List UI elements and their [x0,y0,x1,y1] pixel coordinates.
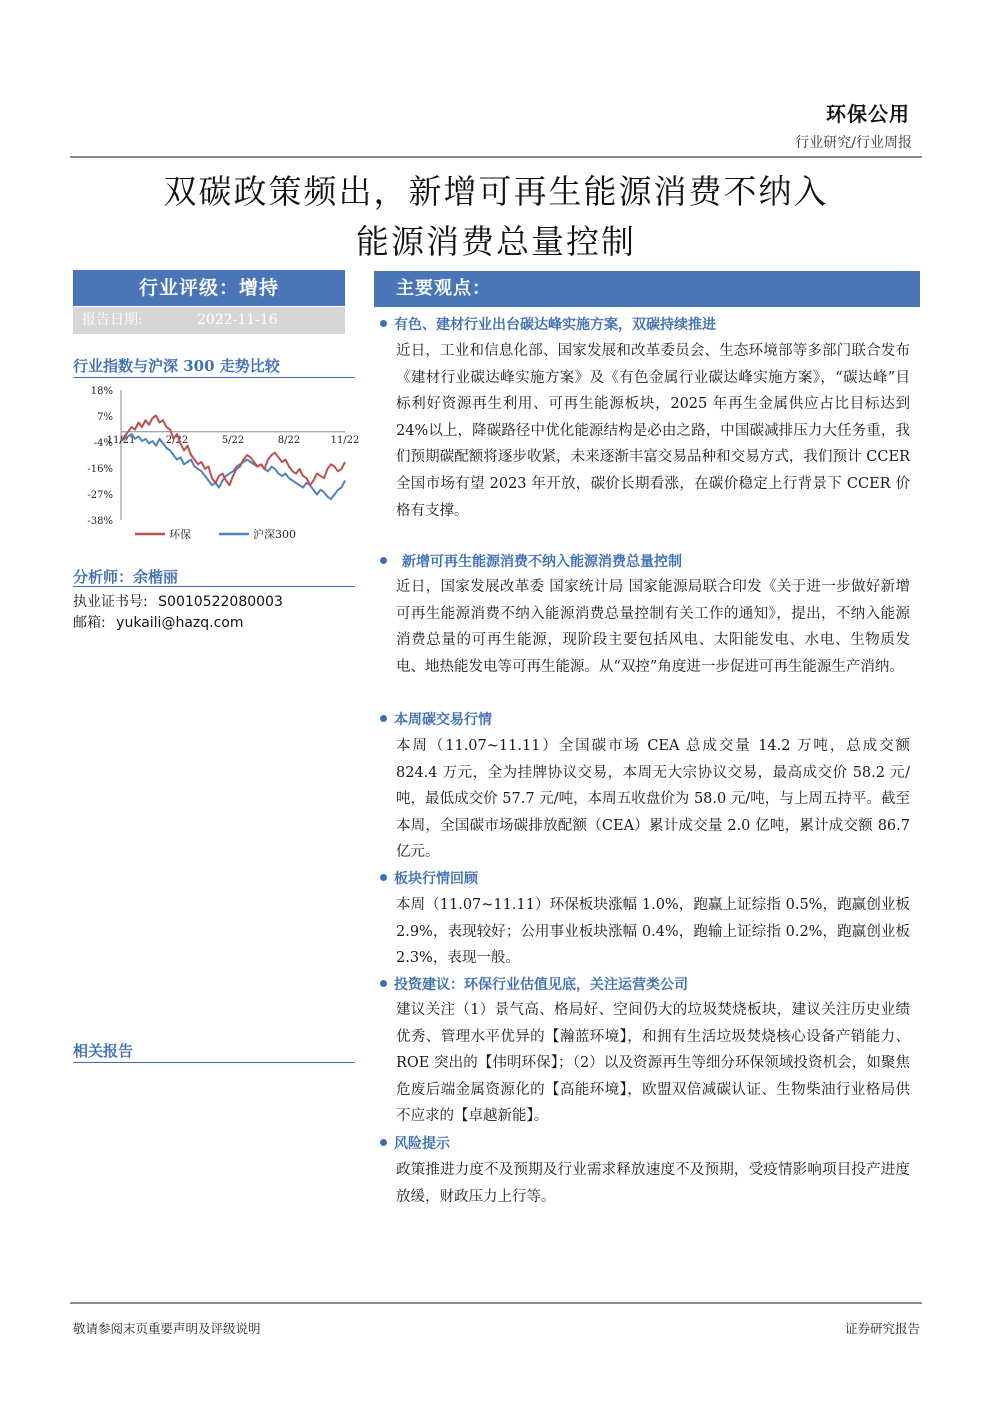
report-title-line-1: 双碳政策频出，新增可再生能源消费不纳入 [163,172,829,211]
section-heading [380,974,688,994]
bullet-icon [380,874,387,881]
y-tick-label: 18% [90,386,113,397]
chart-title: 行业指数与沪深 300 走势比较 [73,357,280,375]
bullet-icon [380,320,387,327]
section-body: 近日，国家发展改革委 国家统计局 国家能源局联合印发《关于进一步做好新增可再生能源消费不纳入能源消费总量控制有关工作的通知》，提出，不纳入能源消费总量的可再生能源，现阶段主要包括风电、太阳能发电、水电、生物质发电、地热能发电等可再生能源。从“双控”角度进一步促进可再生能源生产消纳。 [396,579,910,675]
section-heading-text: 有色、建材行业出台碳达峰实施方案，双碳持续推进 [394,317,716,333]
section-heading-text: 本周碳交易行情 [394,712,492,728]
index-comparison-chart [73,382,360,554]
section-heading [380,314,716,334]
bullet-icon [380,557,387,564]
section-heading [380,709,492,729]
related-reports-heading: 相关报告 [73,1042,134,1060]
analyst-name: 分析师：余楷丽 [73,568,179,586]
email-value[interactable]: yukaili@hazq.com [116,615,244,631]
y-tick-label: 7% [97,412,113,423]
sector-label: 环保公用 [826,102,910,126]
section-body: 本周（11.07~11.11）全国碳市场 CEA 总成交量 14.2 万吨，总成交额 824.4 万元，全为挂牌协议交易，本周无大宗协议交易，最高成交价 58.2 元/吨，最低成交价 57.7 元/吨，本周五收盘价为 58.0 元/吨，与上周五持平。截至本周，全国碳市场碳排放配额（CEA）累计成交量 2.0 亿吨，累计成交额 86.7 亿元。 [396,738,910,861]
report-date-label: 报告日期: [82,312,143,328]
analyst-divider [73,586,355,587]
legend-label: 沪深300 [253,528,296,541]
section-heading-text: 风险提示 [394,1136,450,1152]
x-tick-label: 5/22 [221,434,245,446]
report-type: 行业研究/行业周报 [795,135,912,151]
related-reports-divider [73,1062,355,1063]
bullet-icon [380,715,387,722]
y-tick-label: -38% [87,516,113,527]
legend-label: 环保 [169,528,191,541]
chart-title-divider [73,377,355,378]
certificate-label: 执业证书号: [73,594,148,610]
section-body: 建议关注（1）景气高、格局好、空间仍大的垃圾焚烧板块，建议关注历史业绩优秀、管理水平优异的【瀚蓝环境】，和拥有生活垃圾焚烧核心设备产销能力、ROE 突出的【伟明环保】；（2）以及资源再生等细分环保领域投资机会，如聚焦危废后端金属资源化的【高能环境】，欧盟双倍减碳认证、生物柴油行业格局供不应求的【卓越新能】。 [396,1002,910,1125]
section-heading-text: 新增可再生能源消费不纳入能源消费总量控制 [402,554,682,570]
series-line [121,416,345,486]
bullet-icon [380,1139,387,1146]
section-heading-text: 投资建议：环保行业估值见底，关注运营类公司 [394,977,688,993]
certificate-value: S0010522080003 [158,594,283,610]
x-tick-label: 11/22 [330,434,360,446]
report-date-value: 2022-11-16 [197,312,278,328]
x-tick-label: 8/22 [277,434,301,446]
section-heading-text: 板块行情回顾 [394,871,478,887]
y-tick-label: -27% [87,490,113,501]
industry-rating: 行业评级：增持 [73,270,345,306]
key-points-label: 主要观点： [396,278,491,299]
key-points-heading [374,271,920,307]
footer-label: 证券研究报告 [844,1321,920,1336]
report-date-box [73,307,345,334]
y-tick-label: -4% [93,438,113,449]
section-body: 近日，工业和信息化部、国家发展和改革委员会、生态环境部等多部门联合发布《建材行业碳达峰实施方案》及《有色金属行业碳达峰实施方案》，“碳达峰”目标利好资源再生利用、可再生能源板块，2025 年再生金属供应占比目标达到 24%以上，降碳路径中优化能源结构是必由之路，中国碳减排压力大任务重，我们预期碳配额将逐步收紧，未来逐渐丰富交易品种和交易方式，我们预计 CCER 全国市场有望 2023 年开放，碳价长期看涨，在碳价稳定上行背景下 CCER 价格有支撑。 [396,343,910,519]
analyst-email [73,612,243,632]
section-heading [380,551,682,571]
y-tick-label: -16% [87,464,113,475]
footer-disclaimer: 敬请参阅末页重要声明及评级说明 [73,1321,261,1336]
section-body: 政策推进力度不及预期及行业需求释放速度不及预期，受疫情影响项目投产进度放缓，财政压力上行等。 [396,1162,910,1205]
email-label: 邮箱: [73,615,106,631]
section-heading [380,1133,450,1153]
section-heading [380,868,478,888]
header-divider [70,156,922,158]
certificate-number [73,591,283,611]
x-tick-label: 2/22 [165,434,189,446]
footer-divider [70,1302,922,1304]
bullet-icon [380,980,387,987]
x-tick-label: 11/21 [106,434,136,446]
section-body: 本周（11.07~11.11）环保板块涨幅 1.0%，跑赢上证综指 0.5%，跑赢创业板 2.9%，表现较好；公用事业板块涨幅 0.4%，跑输上证综指 0.2%，跑赢创业板 2.3%，表现一般。 [396,897,910,967]
report-title-line-2: 能源消费总量控制 [356,222,636,261]
